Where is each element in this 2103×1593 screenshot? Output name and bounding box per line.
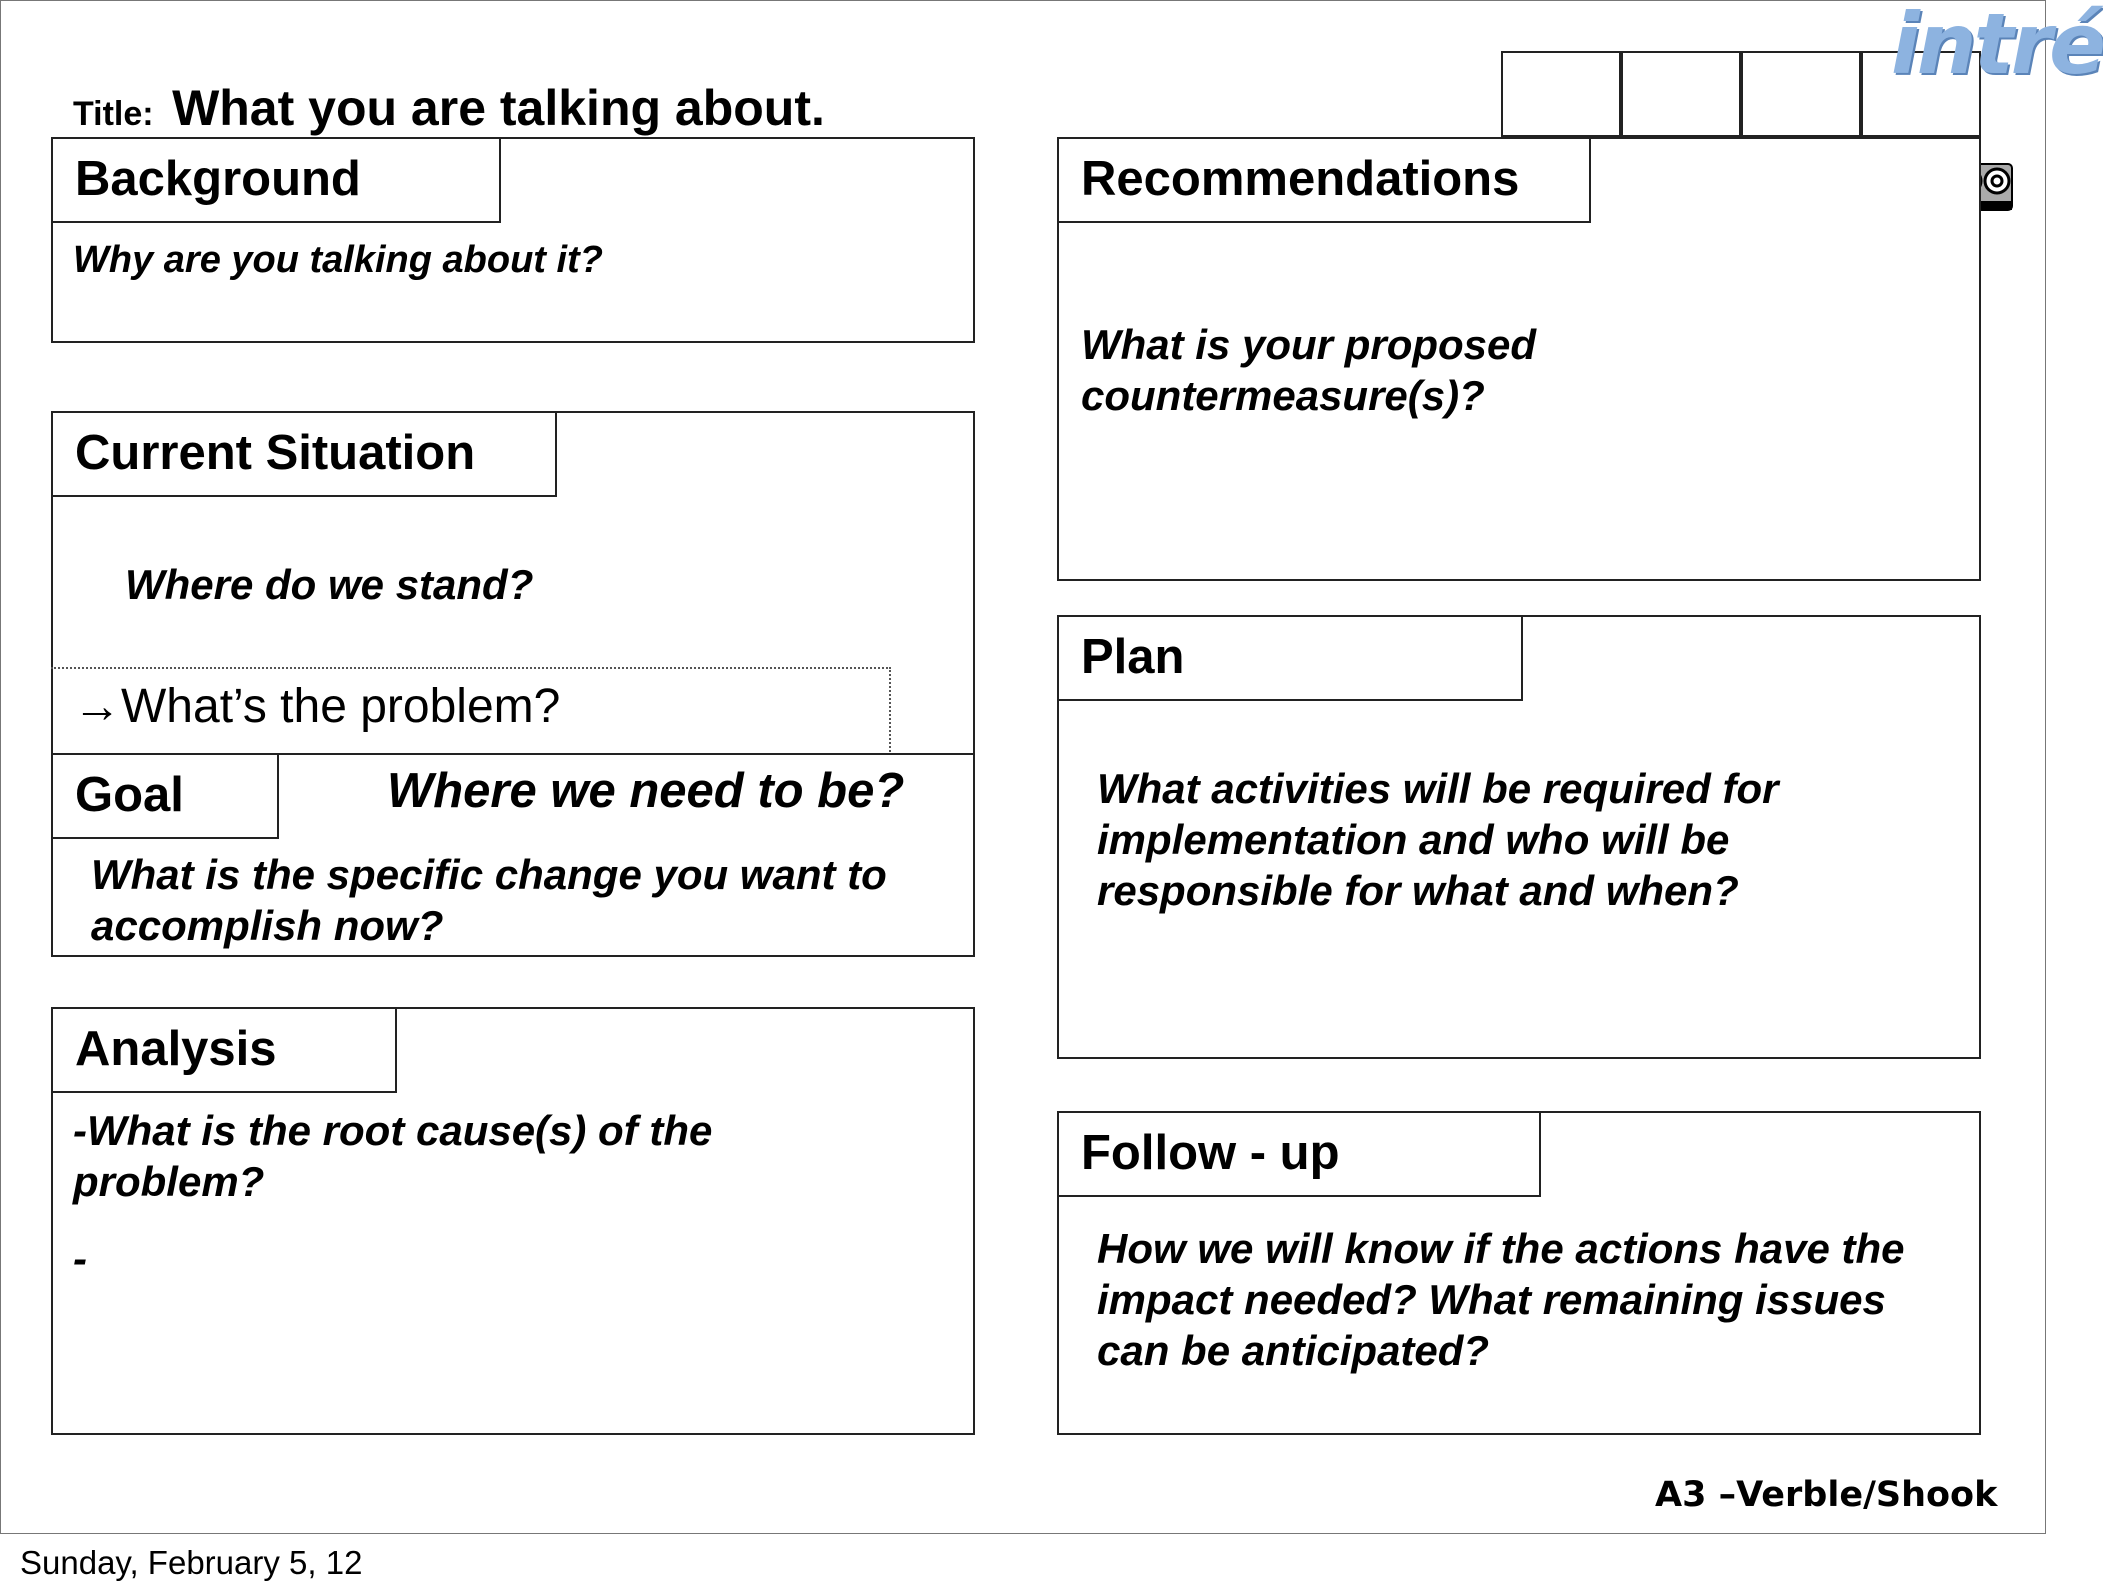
current-situation-question[interactable]: Where do we stand? <box>125 561 534 608</box>
signature-cell-2[interactable] <box>1621 51 1741 137</box>
problem-text: What’s the problem? <box>121 680 561 733</box>
page-title <box>73 79 825 137</box>
plan-question[interactable]: What activities will be required for implementation and who will be responsible for what and when? <box>1097 765 1779 914</box>
footer-date: Sunday, February 5, 12 <box>20 1544 363 1581</box>
title-label: Title: <box>73 95 154 133</box>
intre-logo: intré <box>1891 0 2103 93</box>
problem-statement[interactable] <box>73 677 560 737</box>
goal-heading: Goal <box>51 753 279 839</box>
title-text: What you are talking about. <box>172 80 825 136</box>
credit-text: A3 –Verble/Shook <box>1655 1475 1998 1515</box>
analysis-question[interactable]: -What is the root cause(s) of the problem? <box>73 1107 713 1205</box>
follow-up-heading: Follow - up <box>1057 1111 1541 1197</box>
background-heading: Background <box>51 137 501 223</box>
goal-question[interactable]: What is the specific change you want to accomplish now? <box>91 851 887 949</box>
recommendations-heading: Recommendations <box>1057 137 1591 223</box>
signature-cell-3[interactable] <box>1741 51 1861 137</box>
analysis-bullet[interactable]: - <box>73 1235 87 1282</box>
goal-subheading: Where we need to be? <box>387 764 905 818</box>
current-situation-heading: Current Situation <box>51 411 557 497</box>
signature-cell-1[interactable] <box>1501 51 1621 137</box>
follow-up-question[interactable]: How we will know if the actions have the impact needed? What remaining issues can be anticipated? <box>1097 1225 1905 1374</box>
background-question[interactable]: Why are you talking about it? <box>73 239 603 281</box>
arrow-right-icon: → <box>73 680 121 733</box>
plan-heading: Plan <box>1057 615 1523 701</box>
analysis-heading: Analysis <box>51 1007 397 1093</box>
recommendations-question[interactable]: What is your proposed countermeasure(s)? <box>1081 321 1537 419</box>
